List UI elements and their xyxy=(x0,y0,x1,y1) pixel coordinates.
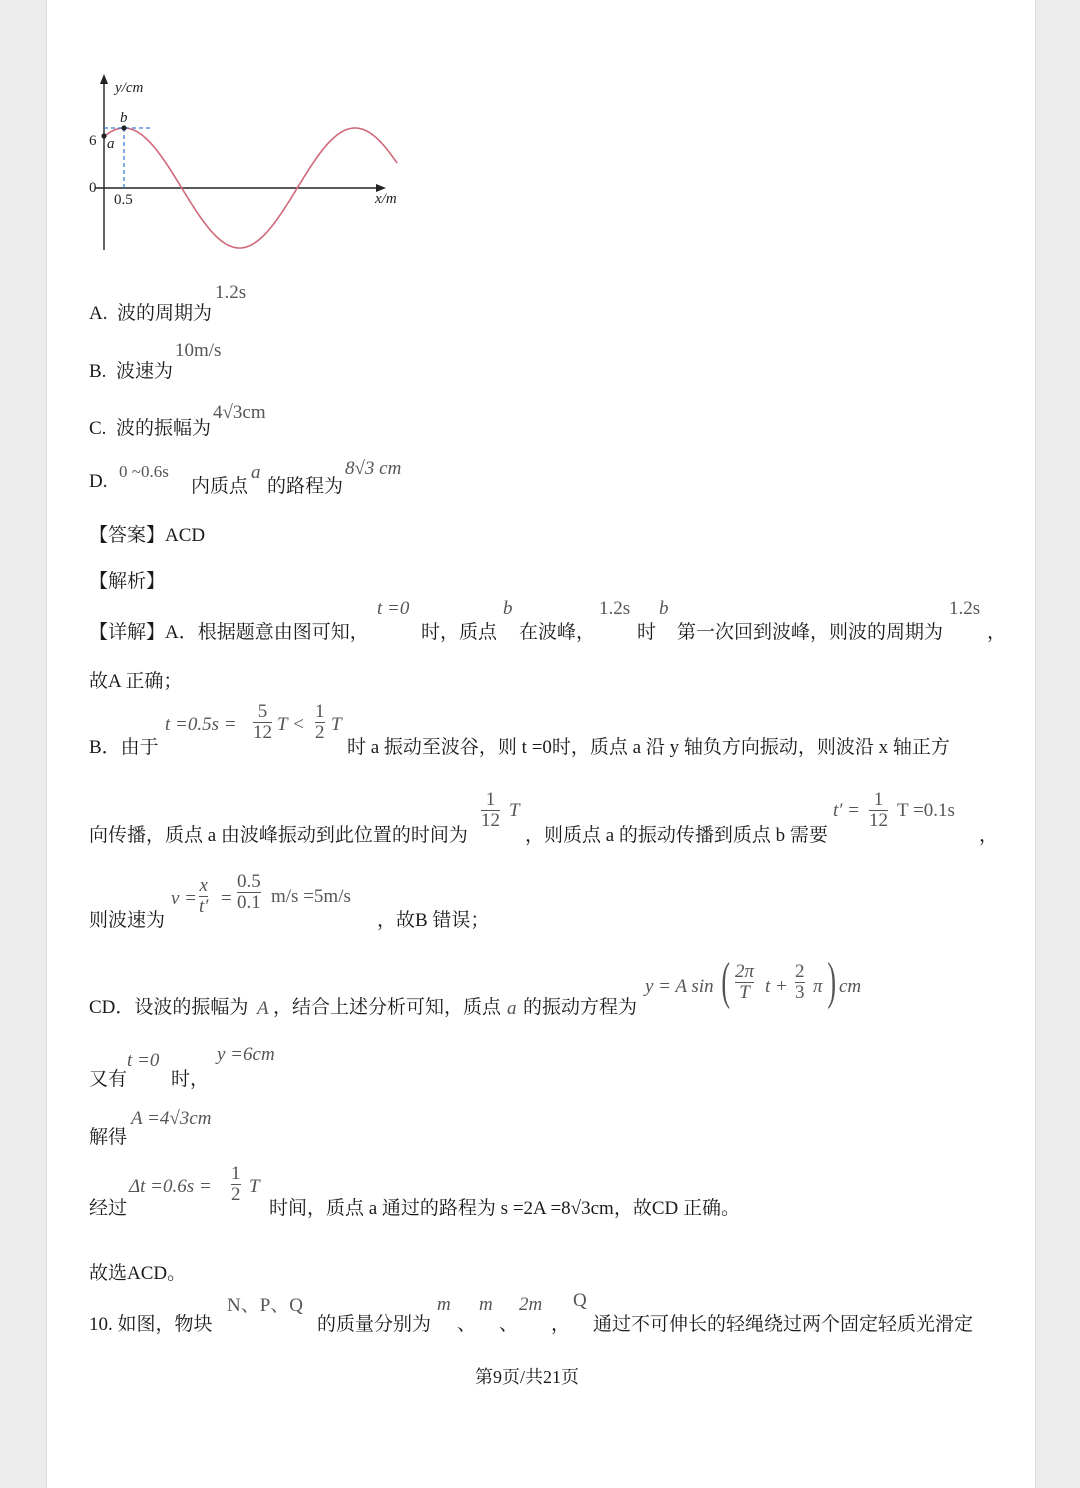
option-a xyxy=(89,298,212,325)
question10-sep1: 、 xyxy=(457,1314,477,1335)
point-b-label: b xyxy=(120,110,128,126)
question10-sep2: 、 xyxy=(499,1314,519,1335)
detail-line1-b: b xyxy=(503,598,513,619)
detail-line1-shi: 时，质点 xyxy=(421,622,498,643)
detail-line6-post: 的振动方程为 xyxy=(523,997,638,1018)
question10-q: Q xyxy=(573,1290,587,1311)
detail-line5-frac2 xyxy=(237,872,261,913)
option-d-text2: 的路程为 xyxy=(267,476,344,497)
frac-denominator: 2 xyxy=(231,1184,241,1205)
option-a-prefix: A. xyxy=(89,303,108,324)
point-a-label: a xyxy=(107,136,115,152)
question10-num: 10. 如图，物块 xyxy=(89,1314,213,1335)
detail-line6-prefix: CD．设波的振幅为 xyxy=(89,997,249,1018)
detail-line9-dt: Δt =0.6s = xyxy=(129,1176,212,1197)
detail-line6-rparen: ) xyxy=(827,953,836,1010)
detail-line5-post: ，故B 错误； xyxy=(377,910,490,931)
question10-m1: m xyxy=(437,1294,451,1315)
option-c-prefix: C. xyxy=(89,418,107,439)
detail-line3-T: T xyxy=(331,714,342,735)
question10-npq: N、P、Q xyxy=(227,1295,304,1316)
frac-numerator: 2π xyxy=(735,961,755,982)
detail-line1-comma: ， xyxy=(987,622,1007,643)
detail-line1-12s: 1.2s xyxy=(599,598,631,619)
option-d xyxy=(89,471,107,493)
detail-line5-v: v = xyxy=(171,888,198,909)
frac-numerator: 5 xyxy=(257,701,268,722)
point-a-dot xyxy=(101,133,106,138)
frac-numerator: 2 xyxy=(795,961,805,982)
detail-conclusion: 故选ACD。 xyxy=(89,1263,187,1284)
answer-line: 【答案】ACD xyxy=(89,525,206,546)
option-d-math2: a xyxy=(251,462,261,483)
detail-line3-lt: T < xyxy=(277,714,305,735)
detail-line4-frac2 xyxy=(869,790,888,831)
detail-line4-tprime: t′ = xyxy=(833,800,861,821)
option-d-math3: 8√3 cm xyxy=(345,458,402,479)
question10-t2: 通过不可伸长的轻绳绕过两个固定轻质光滑定 xyxy=(593,1314,974,1335)
detail-line1-label: 【详解】A．根据题意由图可知， xyxy=(89,622,369,643)
detail-line9-T: T xyxy=(249,1176,260,1197)
detail-line1-shi2: 时 xyxy=(637,622,657,643)
detail-line5-prefix: 则波速为 xyxy=(89,910,166,931)
detail-line9-prefix: 经过 xyxy=(89,1198,128,1219)
option-d-prefix: D. xyxy=(89,471,108,492)
question10-t1: 的质量分别为 xyxy=(317,1314,432,1335)
detail-line6-a: a xyxy=(507,998,517,1019)
detail-line4-frac xyxy=(481,790,500,831)
frac-denominator: t′ xyxy=(199,896,209,917)
detail-line3-eq1: t =0.5s = xyxy=(165,714,237,735)
detail-line5-eq: = xyxy=(221,888,232,909)
detail-line4-eq: T =0.1s xyxy=(897,800,955,821)
detail-line1-text: 第一次回到波峰，则波的周期为 xyxy=(677,622,944,643)
frac-numerator: 1 xyxy=(485,789,496,810)
frac-denominator: 12 xyxy=(869,810,888,831)
wave-figure xyxy=(77,70,417,260)
frac-numerator: x xyxy=(199,875,208,896)
frac-denominator: 12 xyxy=(253,722,272,743)
detail-line9-post: 时间，质点 a 通过的路程为 s =2A =8√3cm，故CD 正确。 xyxy=(269,1198,740,1219)
detail-line6-lparen: ( xyxy=(721,953,730,1010)
detail-line2: 故A 正确； xyxy=(89,671,183,692)
detail-line4-prefix: 向传播，质点 a 由波峰振动到此位置的时间为 xyxy=(89,825,468,846)
option-a-text: 波的周期为 xyxy=(116,303,212,324)
question10-comma: ， xyxy=(551,1314,571,1335)
document-page xyxy=(46,0,1036,1488)
detail-line6-A: A xyxy=(257,998,269,1019)
frac-numerator: 1 xyxy=(873,789,884,810)
detail-line1-t0: t =0 xyxy=(377,598,410,619)
page-footer: 第9页/共21页 xyxy=(475,1367,580,1387)
detail-line1-b2: b xyxy=(659,598,669,619)
detail-line7-t0: t =0 xyxy=(127,1050,160,1071)
option-c-text: 波的振幅为 xyxy=(115,418,211,439)
detail-line6-cm: cm xyxy=(839,976,862,997)
x-axis-label: x/m xyxy=(375,191,397,207)
detail-line4-mid: ，则质点 a 的振动传播到质点 b 需要 xyxy=(525,825,828,846)
tick-origin: 0 xyxy=(89,180,97,196)
frac-numerator: 1 xyxy=(231,1163,241,1184)
frac-numerator: 0.5 xyxy=(237,871,261,892)
tick-x-0.5: 0.5 xyxy=(114,192,133,208)
option-d-math1: 0 ~0.6s xyxy=(119,462,169,481)
detail-line6-pi: π xyxy=(813,976,823,997)
detail-line6-t: t + xyxy=(765,976,788,997)
question10-m3: 2m xyxy=(519,1294,543,1315)
detail-line6-frac1 xyxy=(735,962,754,1003)
detail-line9-frac xyxy=(231,1164,241,1205)
frac-denominator: 3 xyxy=(795,982,805,1003)
frac-denominator: T xyxy=(739,982,750,1003)
option-b-prefix: B. xyxy=(89,361,107,382)
frac-denominator: 0.1 xyxy=(237,892,261,913)
option-b-text: 波速为 xyxy=(115,361,173,382)
detail-line4-comma: ， xyxy=(979,825,999,846)
option-b xyxy=(89,356,173,383)
option-d-text1: 内质点 xyxy=(191,476,249,497)
detail-line6-eq-pre: y = A sin xyxy=(645,976,714,997)
question10-m2: m xyxy=(479,1294,493,1315)
detail-line4-T: T xyxy=(509,800,520,821)
option-c xyxy=(89,413,211,440)
detail-line6-frac2 xyxy=(795,962,805,1003)
option-a-math: 1.2s xyxy=(215,282,247,303)
detail-line5-frac1 xyxy=(199,876,208,917)
frac-denominator: 2 xyxy=(315,722,325,743)
option-c-math: 4√3cm xyxy=(213,402,266,423)
detail-line6-mid: ，结合上述分析可知，质点 xyxy=(273,997,502,1018)
option-b-math: 10m/s xyxy=(175,340,222,361)
detail-line8-prefix: 解得 xyxy=(89,1127,128,1148)
detail-line1-zai: 在波峰， xyxy=(519,622,596,643)
frac-denominator: 12 xyxy=(481,810,500,831)
y-axis-label: y/cm xyxy=(115,80,144,96)
analysis-title: 【解析】 xyxy=(89,571,166,592)
detail-line3-frac2 xyxy=(315,702,325,743)
detail-line7-prefix: 又有 xyxy=(89,1069,128,1090)
detail-line3-prefix: B．由于 xyxy=(89,737,159,758)
tick-y-6: 6 xyxy=(89,133,97,149)
detail-line5-result: m/s =5m/s xyxy=(271,886,351,907)
detail-line1-12s2: 1.2s xyxy=(949,598,981,619)
detail-line7-shi: 时， xyxy=(171,1069,210,1090)
detail-line8-eq: A =4√3cm xyxy=(131,1108,212,1129)
detail-line3-frac1 xyxy=(253,702,272,743)
detail-line3-post: 时 a 振动至波谷，则 t =0时，质点 a 沿 y 轴负方向振动，则波沿 x 轴正方 xyxy=(347,737,950,758)
y-axis-arrow xyxy=(100,74,108,84)
point-b-dot xyxy=(121,125,126,130)
detail-line7-y: y =6cm xyxy=(217,1044,275,1065)
frac-numerator: 1 xyxy=(315,701,325,722)
